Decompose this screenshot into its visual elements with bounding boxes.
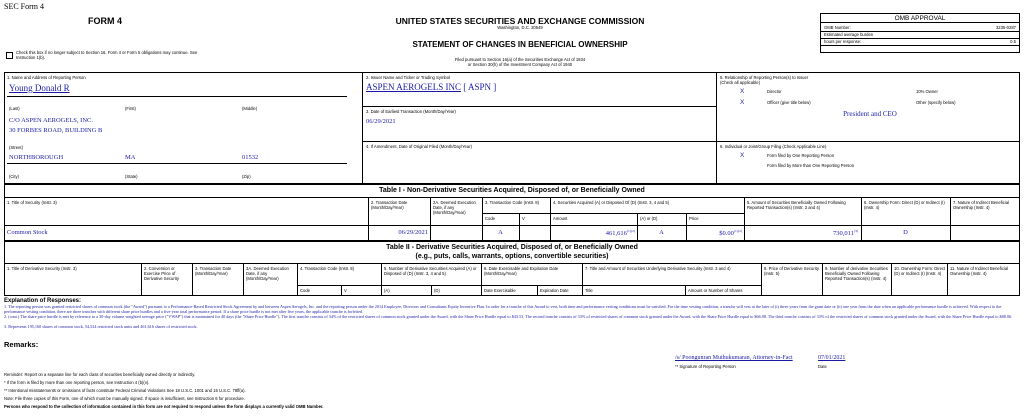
signature-name: /s/ Poongunran Muthukumaran, Attorney-in-Fact	[675, 355, 793, 361]
table-2-title: Table II - Derivative Securities Acquired, Disposed of, or Beneficially Owned	[386, 244, 638, 251]
section16-checkbox-label: Check this box if no longer subject to Section 16. Form 4 or Form 5 obligations may continue. See Instruction 1(b).	[16, 50, 198, 60]
t2-h7: 7. Title and Amount of Securities Underlying Derivative Security (Instr. 3 and 4)	[585, 266, 731, 271]
table-1-title: Table I - Non-Derivative Securities Acquired, Disposed of, or Beneficially Owned	[379, 187, 645, 194]
footer-reminder: Reminder: Report on a separate line for each class of securities beneficially owned directly or indirectly.	[4, 372, 196, 377]
t2-h9: 9. Number of derivative Securities Beneficially Owned Following Reported Transaction(s) (Instr. 4)	[825, 266, 888, 281]
table-2-subtitle: (e.g., puts, calls, warrants, options, convertible securities)	[415, 253, 609, 260]
remarks-title: Remarks:	[4, 340, 39, 349]
t2-sub-d: (D)	[434, 288, 440, 293]
t2-sub-code: Code	[300, 288, 311, 293]
issuer-name-link[interactable]: ASPEN AEROGELS INC	[366, 82, 462, 92]
omb-number-label: OMB Number:	[824, 25, 851, 30]
one-person-label: Form filed by One Reporting Person	[767, 153, 835, 158]
box6-label: 6. Individual or Joint/Group Filing (Check Applicable Line)	[720, 144, 827, 149]
director-label: Director	[767, 89, 782, 94]
t1-price-footnote: (1)(2)	[733, 229, 742, 233]
director-mark: X	[740, 88, 745, 95]
state-label: (State)	[125, 174, 138, 179]
last-label: (Last)	[9, 106, 20, 111]
officer-mark: X	[740, 99, 745, 106]
first-label: (First)	[125, 106, 136, 111]
t1-amount-value: 461,616	[605, 230, 627, 238]
t1-h2: 2. Transaction Date (Month/Day/Year)	[371, 200, 408, 210]
city-value: NORTHBOROUGH	[9, 154, 64, 161]
more-persons-label: Form filed by More than One Reporting Person	[767, 163, 855, 168]
t1-price	[686, 229, 742, 237]
one-person-mark: X	[740, 152, 745, 159]
issuer-ticker: [ ASPN ]	[463, 82, 497, 92]
box2-label: 2. Issuer Name and Ticker or Trading Symbol	[366, 75, 451, 80]
state-value: MA	[125, 154, 136, 161]
omb-burden-label: Estimated average burden	[824, 32, 874, 37]
footer-line-4: Note: File three copies of this Form, one of which must be manually signed. If space is insufficient, see Instruction 6 for procedure.	[4, 396, 245, 401]
agency-title: UNITED STATES SECURITIES AND EXCHANGE COMMISSION	[395, 16, 645, 26]
t1-price-value: $0.00	[719, 230, 734, 238]
t1-h6: 6. Ownership Form: Direct (D) or Indirect (I) (Instr. 4)	[864, 200, 945, 210]
t2-h2: 2. Conversion or Exercise Price of Derivative Security	[144, 266, 179, 281]
box5-sub: (Check all applicable)	[720, 80, 761, 85]
issuer-line	[366, 82, 496, 92]
omb-hours-value: 0.5	[1010, 39, 1016, 44]
t1-h4: 4. Securities Acquired (A) or Disposed Of (D) (Instr. 3, 4 and 5)	[553, 200, 670, 205]
footnote-1: 1. The reporting person was granted restricted shares of common stock (the "Award") pursuant to a Performance-Based Restricted Stock Agreement by and between Aspen Aerogels, Inc. and the reporting person under the 2014 Employee, Directors and Consultants Equity Incentive Plan. In order for a tranche of this Award to vest, both time and performance vesting conditions must be satisfied. For the time vesting condition, a tranche will vest at the later of (i) three years from the grant date or (ii) one year from the date when an applicable performance hurdle is achieved. With respect to the performance vesting condition, there are three tranches with different share price hurdles and a five-year total performance period. If a share price hurdle is not met after five years, the applicable tranche is forfeited.	[4, 304, 1002, 314]
t2-h4: 4. Transaction Code (Instr. 8)	[300, 266, 354, 271]
t2-h8: 8. Price of Derivative Security (Instr. 5)	[764, 266, 819, 276]
t1-sub-code: Code	[485, 216, 496, 221]
t2-sub-a: (A)	[384, 288, 390, 293]
t1-h1: 1. Title of Security (Instr. 3)	[7, 200, 57, 205]
t1-h5: 5. Amount of Securities Beneficially Owned Following Reported Transaction(s) (Instr. 3 and 4)	[747, 200, 846, 210]
address-line-1: C/O ASPEN AEROGELS, INC.	[9, 117, 93, 124]
t1-transaction-code: A	[498, 229, 503, 236]
t1-ownership-form: D	[903, 229, 908, 236]
box5-label: 5. Relationship of Reporting Person(s) to Issuer	[720, 75, 809, 80]
footnote-3: 3. Represents 195,160 shares of common stock, 54,524 restricted stock units and 461,616 shares of restricted stock.	[4, 324, 198, 329]
t2-h1: 1. Title of Derivative Security (Instr. 3)	[7, 266, 77, 271]
reporting-person-name-link[interactable]: Young Donald R	[9, 83, 70, 93]
t1-owned-footnote: (3)	[853, 229, 858, 233]
city-label: (City)	[9, 174, 20, 179]
t1-amount	[550, 229, 635, 237]
t2-h3: 3. Transaction Date (Month/Day/Year)	[195, 266, 232, 276]
statement-title: STATEMENT OF CHANGES IN BENEFICIAL OWNERSHIP	[412, 40, 628, 49]
t1-amount-footnote: (1)(2)	[626, 229, 635, 233]
t2-h6: 6. Date Exercisable and Expiration Date (Month/Day/Year)	[484, 266, 559, 276]
footnote-2: 2. (cont.) The share price hurdle is met by reference to a 30-day volume weighted average price ("VWAP") that is maintained for 40 days (the "Share Price Hurdle"). The first tranche consists of 34% of the restricted shares of common stock granted under the Award, with the Share Price Hurdle equal to $43.53. The second tranche consists of 33% of restricted shares of common stock granted under the Award, with the Share Price Hurdle equal to $66.98. The third tranche consists of 33% of the restricted shares of common stock granted under the Award, with the Share Price Hurdle equal to $88.06.	[4, 314, 1013, 319]
t2-h11: 11. Nature of Indirect Beneficial Ownership (Instr. 4)	[950, 266, 1009, 276]
footer-line-3: ** Intentional misstatements or omissions of facts constitute Federal Criminal Violations See 18 U.S.C. 1001 and 15 U.S.C. 78ff(a).	[4, 388, 246, 393]
t2-h5: 5. Number of Derivative Securities Acquired (A) or Disposed of (D) (Instr. 3, 4 and 5)	[384, 266, 477, 276]
t1-h2a: 2A. Deemed Execution Date, if any (Month/Day/Year)	[433, 200, 476, 215]
box1-label: 1. Name and Address of Reporting Person	[7, 75, 86, 80]
t2-sub-title: Title	[585, 288, 593, 293]
address-line-2: 30 FORBES ROAD, BUILDING B	[9, 127, 103, 134]
t1-sub-v: V	[522, 216, 525, 221]
t2-sub-exercisable: Date Exercisable	[484, 288, 516, 293]
t1-security-title: Common Stock	[7, 229, 48, 236]
middle-label: (Middle)	[242, 106, 258, 111]
street-label: (Street)	[9, 145, 23, 150]
sec-form-label: SEC Form 4	[4, 2, 45, 11]
form-title: FORM 4	[88, 16, 123, 26]
footer-line-2: * If the form is filed by more than one reporting person, see Instruction 4 (b)(v).	[4, 380, 150, 385]
t2-sub-amount: Amount or Number of Shares	[688, 288, 743, 293]
t1-owned-value: 730,011	[833, 230, 854, 238]
other-label: Other (specify below)	[916, 100, 956, 105]
section16-checkbox[interactable]	[6, 52, 13, 59]
t2-sub-expiration: Expiration Date	[540, 288, 569, 293]
box3-label: 3. Date of Earliest Transaction (Month/Day/Year)	[366, 109, 456, 114]
agency-location: Washington, D.C. 20549	[497, 25, 543, 30]
omb-hours-label: hours per response:	[824, 39, 862, 44]
zip-value: 01532	[242, 154, 259, 161]
omb-number-value: 3235-0287	[995, 25, 1016, 30]
t1-transaction-date: 06/29/2021	[398, 229, 428, 236]
t1-owned	[744, 229, 858, 237]
footer-line-5: Persons who respond to the collection of information contained in this form are not required to respond unless the form displays a currently valid OMB Number.	[4, 404, 324, 409]
t2-h10: 10. Ownership Form: Direct (D) or Indirect (I) (Instr. 4)	[894, 266, 946, 276]
explanation-title: Explanation of Responses:	[4, 298, 82, 304]
omb-approval-box	[820, 13, 1020, 53]
t2-h3a: 3A. Deemed Execution Date, if any (Month/Day/Year)	[246, 266, 289, 281]
t2-sub-v: V	[344, 288, 347, 293]
t1-h7: 7. Nature of Indirect Beneficial Ownership (Instr. 4)	[953, 200, 1010, 210]
t1-acquired-disposed: A	[659, 229, 664, 236]
box4-label: 4. If Amendment, Date of Original Filed (Month/Day/Year)	[366, 144, 472, 149]
filed-line-2: or Section 30(h) of the Investment Company Act of 1940	[467, 62, 573, 67]
t1-sub-price: Price	[689, 216, 699, 221]
officer-label: Officer (give title below)	[767, 100, 811, 105]
omb-title: OMB APPROVAL	[821, 14, 1019, 23]
t1-h3: 3. Transaction Code (Instr. 8)	[485, 200, 539, 205]
officer-title: President and CEO	[843, 110, 897, 118]
zip-label: (Zip)	[242, 174, 251, 179]
filed-line-1: Filed pursuant to Section 16(a) of the Securities Exchange Act of 1934	[454, 57, 586, 62]
signature-date: 07/01/2021	[818, 355, 846, 361]
date-label: Date	[818, 364, 827, 369]
ten-percent-owner-label: 10% Owner	[916, 89, 938, 94]
t1-sub-amount: Amount	[553, 216, 568, 221]
reporting-info-grid	[4, 72, 1020, 184]
t1-sub-ad: (A) or (D)	[640, 216, 658, 221]
earliest-transaction-date: 06/29/2021	[366, 118, 396, 125]
signature-label: ** Signature of Reporting Person	[675, 364, 736, 369]
